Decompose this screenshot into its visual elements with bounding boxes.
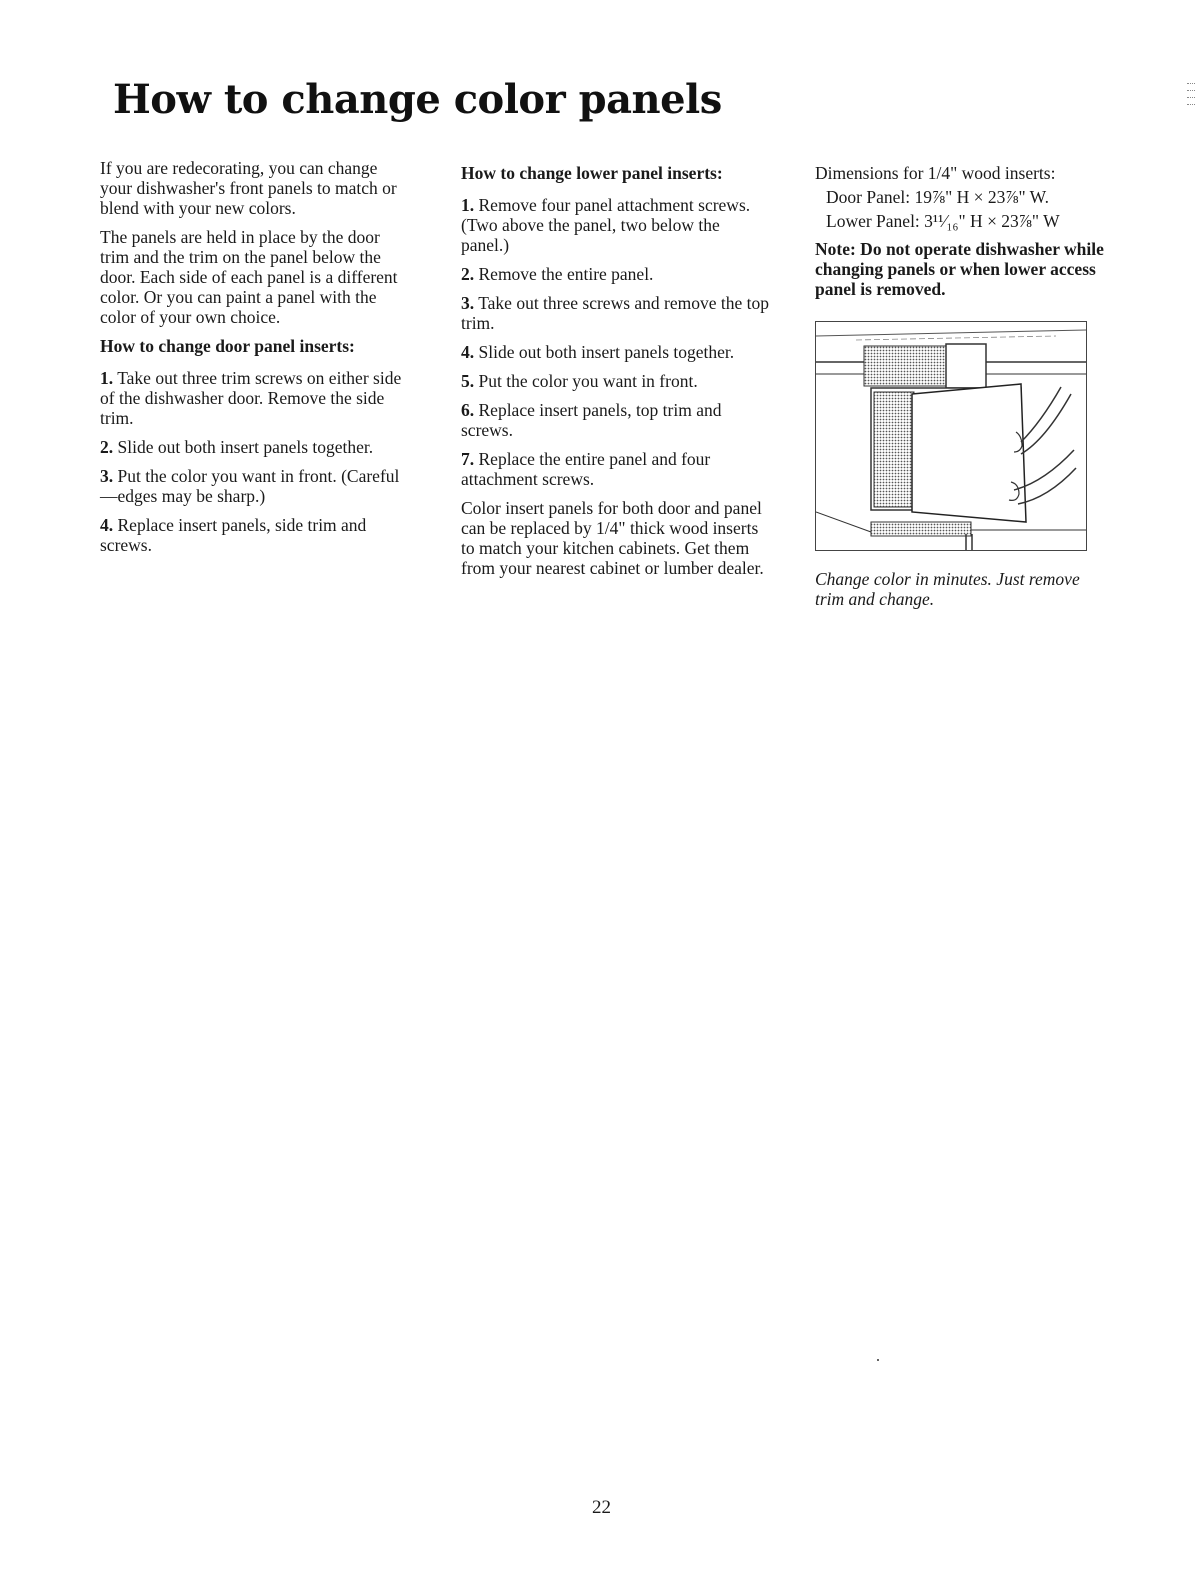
lower-inserts-heading: How to change lower panel inserts: <box>461 163 723 183</box>
step-text: Replace insert panels, side trim and screws. <box>100 515 367 555</box>
door-step <box>100 437 410 457</box>
step-number: 7. <box>461 449 475 469</box>
step-number: 4. <box>100 515 114 535</box>
page-number: 22 <box>592 1497 611 1518</box>
lower-step <box>461 264 771 284</box>
door-step <box>100 515 410 555</box>
column-middle <box>461 163 771 587</box>
door-inserts-heading: How to change door panel inserts: <box>100 336 355 356</box>
step-number: 3. <box>100 466 114 486</box>
intro-paragraph: If you are redecorating, you can change your dishwasher's front panels to match or blend with your new colors. <box>100 158 397 218</box>
step-text: Put the color you want in front. (Careful—edges may be sharp.) <box>100 466 400 506</box>
step-number: 3. <box>461 293 475 313</box>
step-text: Take out three screws and remove the top trim. <box>461 293 770 333</box>
lower-step <box>461 293 771 333</box>
warning-note: Note: Do not operate dishwasher while changing panels or when lower access panel is removed. <box>815 239 1104 299</box>
dimensions-heading: Dimensions for 1/4" wood inserts: <box>815 163 1056 183</box>
page-title: How to change color panels <box>113 76 722 123</box>
step-text: Replace the entire panel and four attachment screws. <box>461 449 711 489</box>
lower-step <box>461 449 771 489</box>
step-text: Replace insert panels, top trim and screws. <box>461 400 722 440</box>
step-text: Take out three trim screws on either side of the dishwasher door. Remove the side trim. <box>100 368 402 428</box>
panels-paragraph: The panels are held in place by the door trim and the trim on the panel below the door. Each side of each panel is a different color. Or you can paint a panel with the color of your own choice. <box>100 227 398 327</box>
dishwasher-illustration <box>816 322 1086 550</box>
step-text: Remove four panel attachment screws. (Two above the panel, two below the panel.) <box>461 195 751 255</box>
lower-step <box>461 195 771 255</box>
column-right <box>815 163 1105 618</box>
step-text: Slide out both insert panels together. <box>117 437 374 457</box>
door-step <box>100 368 410 428</box>
step-text: Slide out both insert panels together. <box>478 342 735 362</box>
door-panel-dimensions: Door Panel: 19⅞" H × 23⅞" W. <box>826 187 1049 207</box>
step-number: 2. <box>100 437 114 457</box>
step-text: Put the color you want in front. <box>478 371 698 391</box>
lower-step <box>461 400 771 440</box>
lower-step <box>461 371 771 391</box>
column-left <box>100 158 410 564</box>
step-number: 2. <box>461 264 475 284</box>
figure-caption: Change color in minutes. Just remove trim and change. <box>815 569 1080 609</box>
door-step <box>100 466 410 506</box>
panel-change-illustration <box>815 321 1087 551</box>
lower-panel-dimensions: Lower Panel: 3¹¹⁄₁₆" H × 23⅞" W <box>826 211 1060 231</box>
step-number: 1. <box>461 195 475 215</box>
step-number: 5. <box>461 371 475 391</box>
step-number: 1. <box>100 368 114 388</box>
lower-step <box>461 342 771 362</box>
stray-dot <box>877 1359 879 1361</box>
closing-paragraph: Color insert panels for both door and panel can be replaced by 1/4" thick wood inserts to match your kitchen cabinets. Get them from your nearest cabinet or lumber dealer. <box>461 498 764 578</box>
step-number: 6. <box>461 400 475 420</box>
scan-edge-marks <box>1187 78 1197 118</box>
step-number: 4. <box>461 342 475 362</box>
step-text: Remove the entire panel. <box>478 264 654 284</box>
